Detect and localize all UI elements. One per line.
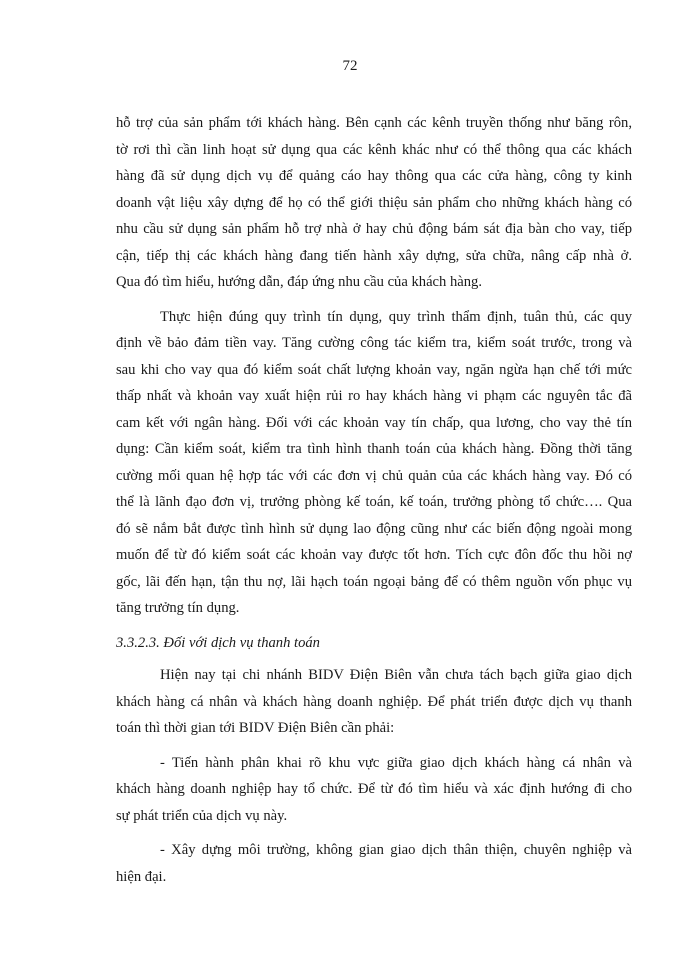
page-body bbox=[116, 110, 632, 890]
bullet-item-2 bbox=[116, 837, 632, 890]
text-line: Qua đó tìm hiểu, hướng dẫn, đáp ứng nhu cầu của khách hàng. bbox=[116, 274, 482, 290]
text-line: hàng đã sử dụng dịch vụ để quảng cáo hay thông qua các cửa hàng, công ty kinh bbox=[116, 168, 632, 184]
text-line: hiện đại. bbox=[116, 868, 167, 885]
page-number: 72 bbox=[342, 58, 358, 74]
text-line: gốc, lãi đến hạn, tận thu nợ, lãi hạch toán ngoại bảng để có thêm nguồn vốn phục vụ bbox=[116, 573, 632, 590]
text-line: cường mối quan hệ hợp tác với các đơn vị chủ quản của các khách hàng vay. Đó có bbox=[116, 467, 632, 484]
text-line: tăng trưởng tín dụng. bbox=[116, 600, 240, 616]
text-line: khách hàng cá nhân và khách hàng doanh nghiệp. Để phát triển được dịch vụ thanh bbox=[116, 693, 632, 710]
text-line: thể là lãnh đạo đơn vị, trưởng phòng kế toán, kế toán, trưởng phòng tổ chức…. Qua bbox=[116, 494, 632, 510]
text-line: dụng: Cần kiểm soát, kiểm tra tình hình thanh toán của khách hàng. Đồng thời tăng bbox=[116, 441, 632, 457]
text-line: Hiện nay tại chi nhánh BIDV Điện Biên vẫn chưa tách bạch giữa giao dịch bbox=[160, 667, 632, 683]
text-line: Thực hiện đúng quy trình tín dụng, quy trình thẩm định, tuân thủ, các quy bbox=[160, 308, 632, 325]
text-line: tờ rơi thì cần linh hoạt sử dụng qua các kênh khác như có thể thông qua các khách bbox=[116, 141, 632, 158]
text-line: doanh vật liệu xây dựng để họ có thể giới thiệu sản phẩm cho những khách hàng có bbox=[116, 194, 632, 211]
text-line: sau khi cho vay qua đó kiểm soát chất lượng khoản vay, ngăn ngừa hạn chế tới mức bbox=[116, 361, 632, 378]
text-line: toán thì thời gian tới BIDV Điện Biên cần phải: bbox=[116, 720, 395, 736]
paragraph-1 bbox=[116, 110, 632, 296]
text-line: hỗ trợ của sản phẩm tới khách hàng. Bên cạnh các kênh truyền thống như băng rôn, bbox=[116, 115, 632, 131]
section-heading: 3.3.2.3. Đối với dịch vụ thanh toán bbox=[116, 634, 320, 651]
text-line: cận, tiếp thị các khách hàng đang tiến hành xây dựng, sửa chữa, nâng cấp nhà ở. bbox=[116, 247, 632, 264]
paragraph-2 bbox=[116, 304, 632, 622]
text-line: - Tiến hành phân khai rõ khu vực giữa giao dịch khách hàng cá nhân và bbox=[160, 754, 632, 771]
text-line: sự phát triển của dịch vụ này. bbox=[116, 807, 288, 824]
text-line: - Xây dựng môi trường, không gian giao dịch thân thiện, chuyên nghiệp và bbox=[160, 842, 632, 858]
text-line: khách hàng doanh nghiệp hay tổ chức. Để từ đó tìm hiểu và xác định hướng đi cho bbox=[116, 781, 632, 797]
paragraph-3 bbox=[116, 662, 632, 742]
text-line: cam kết với ngân hàng. Đối với các khoản vay tín chấp, qua lương, cho vay thẻ tín bbox=[116, 414, 632, 431]
text-line: định về bảo đảm tiền vay. Tăng cường công tác kiểm tra, kiểm soát trước, trong và bbox=[116, 335, 632, 351]
bullet-item-1 bbox=[116, 750, 632, 830]
text-line: muốn để từ đó kiểm soát các khoản vay được tốt hơn. Tích cực đôn đốc thu hồi nợ bbox=[116, 547, 632, 563]
text-line: đó sẽ nắm bắt được tình hình sử dụng lao động cũng như các biến động ngoài mong bbox=[116, 520, 632, 537]
text-line: nhu cầu sử dụng sản phẩm hỗ trợ nhà ở hay chủ động bám sát địa bàn cho vay, tiếp bbox=[116, 221, 632, 237]
text-line: thấp nhất và khoản vay xuất hiện rủi ro hay khách hàng vi phạm các nguyên tắc đã bbox=[116, 388, 632, 404]
